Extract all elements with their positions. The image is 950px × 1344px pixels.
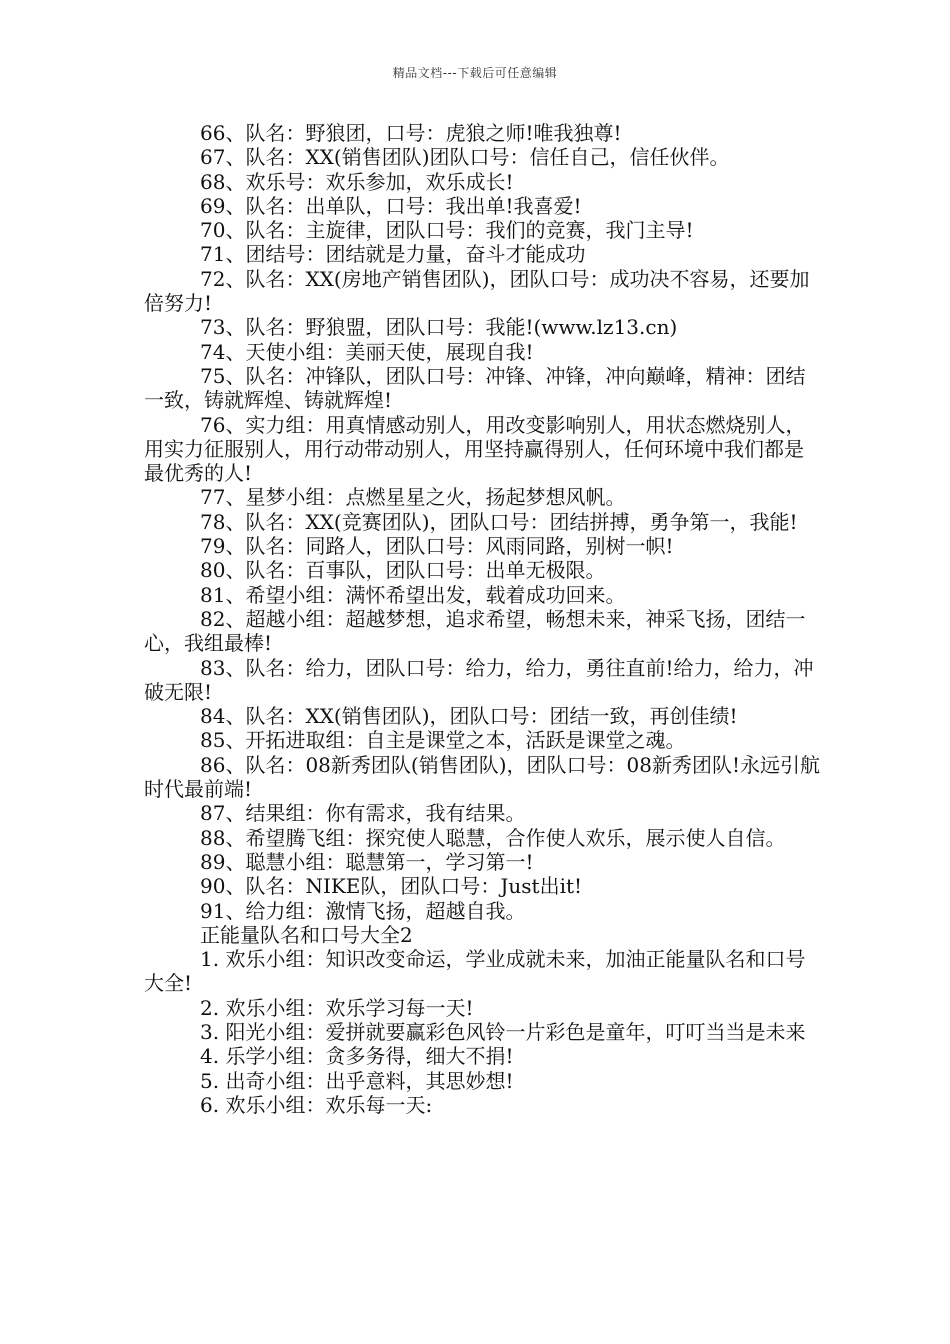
paragraph: 77、星梦小组：点燃星星之火，扬起梦想风帆。 — [200, 485, 626, 510]
paragraph: 87、结果组：你有需求，我有结果。 — [200, 801, 526, 826]
paragraph: 4. 乐学小组：贪多务得，细大不捐! — [200, 1044, 514, 1069]
paragraph: 85、开拓进取组：自主是课堂之本，活跃是课堂之魂。 — [200, 728, 686, 753]
paragraph: 69、队名：出单队，口号：我出单!我喜爱! — [200, 193, 582, 218]
paragraph: 3. 阳光小组：爱拼就要赢彩色风铃一片彩色是童年，叮叮当当是未来 — [200, 1019, 806, 1044]
section-heading: 正能量队名和口号大全2 — [200, 922, 413, 947]
paragraph: 1. 欢乐小组：知识改变命运，学业成就未来，加油正能量队名和口号大全! — [144, 947, 806, 996]
paragraph: 83、队名：给力，团队口号：给力，给力，勇往直前!给力，给力，冲破无限! — [144, 655, 814, 704]
page-header: 精品文档---下载后可任意编辑 — [392, 66, 558, 80]
paragraph: 88、希望腾飞组：探究使人聪慧，合作使人欢乐，展示使人自信。 — [200, 825, 786, 850]
paragraph: 82、超越小组：超越梦想，追求希望，畅想未来，神采飞扬，团结一心，我组最棒! — [144, 606, 806, 656]
paragraph: 91、给力组：激情飞扬，超越自我。 — [200, 898, 526, 923]
paragraph: 71、团结号：团结就是力量，奋斗才能成功 — [200, 242, 586, 267]
document-body — [144, 121, 820, 1117]
paragraph: 75、队名：冲锋队，团队口号：冲锋、冲锋，冲向巅峰，精神：团结一致，铸就辉煌、铸就辉煌! — [144, 363, 806, 413]
paragraph: 78、队名：XX(竞赛团队)，团队口号：团结拼搏，勇争第一，我能! — [200, 509, 798, 534]
paragraph: 68、欢乐号：欢乐参加，欢乐成长! — [200, 169, 514, 194]
paragraph: 70、队名：主旋律，团队口号：我们的竞赛，我门主导! — [200, 218, 694, 243]
paragraph: 6. 欢乐小组：欢乐每一天: — [200, 1092, 433, 1117]
paragraph: 2. 欢乐小组：欢乐学习每一天! — [200, 995, 474, 1020]
paragraph: 90、队名：NIKE队，团队口号：Just出it! — [200, 874, 583, 899]
paragraph: 86、队名：08新秀团队(销售团队)，团队口号：08新秀团队!永远引航时代最前端! — [144, 752, 820, 802]
paragraph: 76、实力组：用真情感动别人，用改变影响别人，用状态燃烧别人，用实力征服别人，用行动带动别人，用坚持赢得别人，任何环境中我们都是最优秀的人! — [144, 412, 806, 486]
paragraph: 79、队名：同路人，团队口号：风雨同路，别树一帜! — [200, 534, 674, 559]
paragraph: 67、队名：XX(销售团队)团队口号：信任自己，信任伙伴。 — [200, 145, 730, 170]
paragraph: 84、队名：XX(销售团队)，团队口号：团结一致，再创佳绩! — [200, 704, 738, 729]
paragraph: 74、天使小组：美丽天使，展现自我! — [200, 339, 534, 364]
paragraph: 73、队名：野狼盟，团队口号：我能!(www.lz13.cn) — [200, 315, 678, 340]
paragraph: 81、希望小组：满怀希望出发，载着成功回来。 — [200, 582, 626, 607]
paragraph: 80、队名：百事队，团队口号：出单无极限。 — [200, 558, 606, 583]
paragraph: 5. 出奇小组：出乎意料，其思妙想! — [200, 1068, 514, 1093]
paragraph: 89、聪慧小组：聪慧第一，学习第一! — [200, 849, 534, 874]
paragraph: 72、队名：XX(房地产销售团队)，团队口号：成功决不容易，还要加倍努力! — [144, 266, 810, 316]
paragraph: 66、队名：野狼团，口号：虎狼之师!唯我独尊! — [200, 121, 622, 145]
